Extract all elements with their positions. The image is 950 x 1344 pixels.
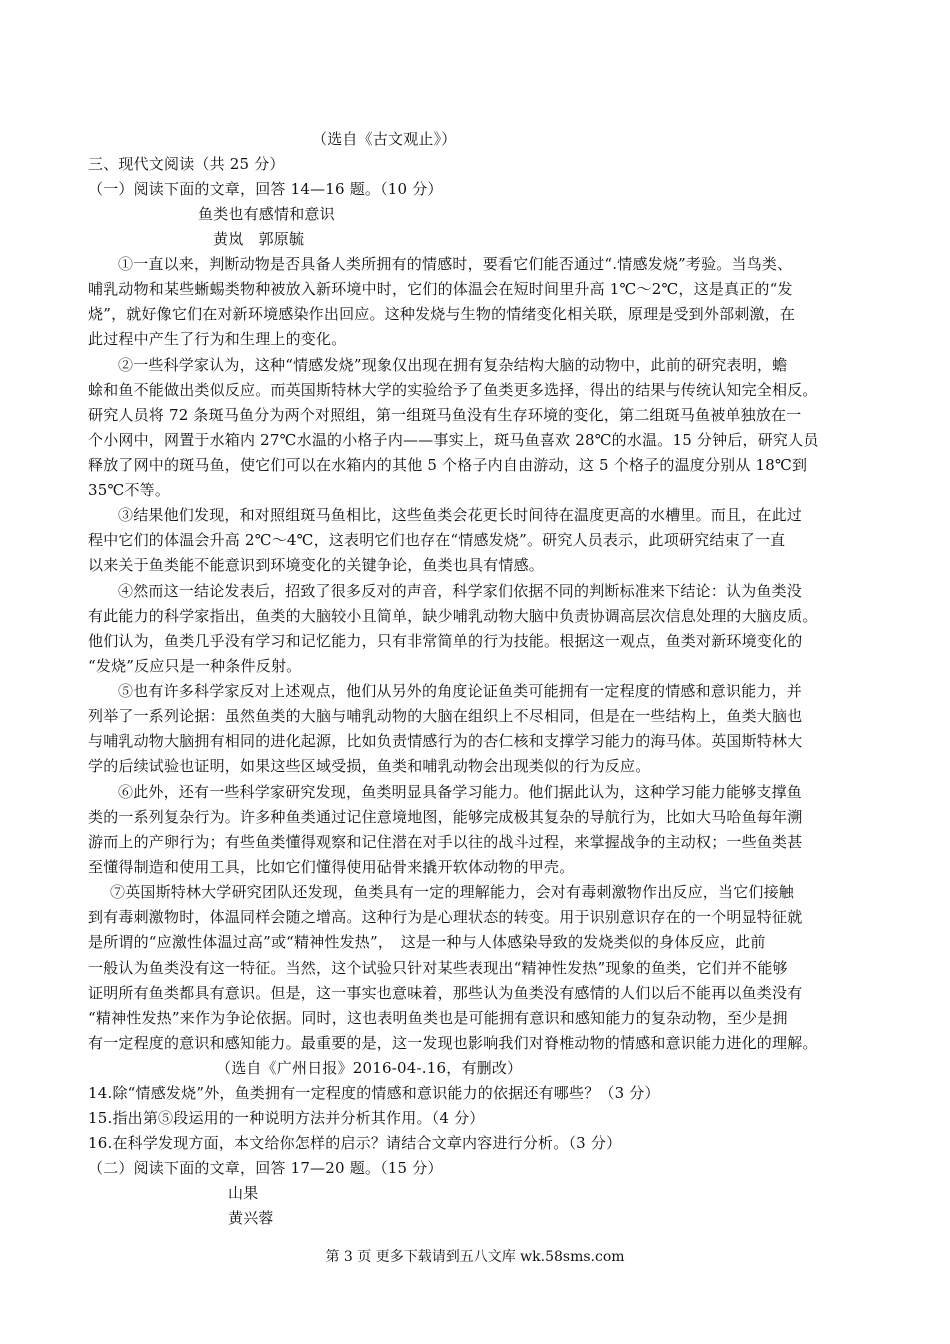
article-line: 蜍和鱼不能做出类似反应。而英国斯特林大学的实验给予了鱼类更多选择，得出的结果与传统认知完全相反。 xyxy=(88,381,818,399)
article-line: 烧”，就好像它们在对新环境感染作出回应。这种发烧与生物的情绪变化相关联，原理是受到外部刺激，在 xyxy=(88,305,796,323)
article-line: 列举了一系列论据：虽然鱼类的大脑与哺乳动物的大脑在组织上不尽相同，但是在一些结构上，鱼类大脑也 xyxy=(88,707,803,725)
article-line: 到有毒刺激物时，体温同样会随之增高。这种行为是心理状态的转变。用于识别意识存在的一个明显特征就 xyxy=(88,908,803,926)
article-line: 至懂得制造和使用工具，比如它们懂得使用砧骨来撬开软体动物的甲壳。 xyxy=(88,858,575,876)
article-line: 类的一系列复杂行为。许多种鱼类通过记住意境地图，能够完成极其复杂的导航行为，比如大马哈鱼每年溯 xyxy=(88,808,803,826)
article-line: 有此能力的科学家指出，鱼类的大脑较小且简单，缺少哺乳动物大脑中负责协调高层次信息处理的大脑皮质。 xyxy=(88,607,818,625)
article-line: ⑤也有许多科学家反对上述观点，他们从另外的角度论证鱼类可能拥有一定程度的情感和意识能力，并 xyxy=(118,682,803,700)
article-line: 程中它们的体温会升高 2℃～4℃，这表明它们也存在“情感发烧”。研究人员表示，此项研究结束了一直 xyxy=(88,531,786,549)
question-16: 16.在科学发现方面，本文给你怎样的启示？请结合文章内容进行分析。（3 分） xyxy=(88,1134,622,1152)
article-source: （选自《广州日报》2016-04-.16，有删改） xyxy=(216,1059,523,1077)
article-line: 证明所有鱼类都具有意识。但是，这一事实也意味着，那些认为鱼类没有感情的人们以后不能再以鱼类没有 xyxy=(88,984,803,1002)
article-line: 个小网中，网置于水箱内 27℃水温的小格子内——事实上，斑马鱼喜欢 28℃的水温。15 分钟后，研究人员 xyxy=(88,431,819,449)
article-line: 他们认为，鱼类几乎没有学习和记忆能力，只有非常简单的行为技能。根据这一观点，鱼类对新环境变化的 xyxy=(88,632,803,650)
article-line: 游而上的产卵行为；有些鱼类懂得观察和记住潜在对手以往的战斗过程，来掌握战争的主动权；一些鱼类甚 xyxy=(88,833,803,851)
article-line: 与哺乳动物大脑拥有相同的进化起源，比如负责情感行为的杏仁核和支撑学习能力的海马体。英国斯特林大 xyxy=(88,732,803,750)
article-line: ①一直以来，判断动物是否具备人类所拥有的情感时，要看它们能否通过“.情感发烧”考验。当鸟类、 xyxy=(118,255,793,273)
article-line: 哺乳动物和某些蜥蜴类物种被放入新环境中时，它们的体温会在短时间里升高 1℃～2℃，这是真正的“发 xyxy=(88,280,793,298)
question-14: 14.除“情感发烧”外，鱼类拥有一定程度的情感和意识能力的依据还有哪些？（3 分） xyxy=(88,1084,660,1102)
article-line: “发烧”反应只是一种条件反射。 xyxy=(88,657,302,675)
article-line: “精神性发热”来作为争论依据。同时，这也表明鱼类也是可能拥有意识和感知能力的复杂动物，至少是拥 xyxy=(88,1009,788,1027)
article-authors: 黄岚 郭原毓 xyxy=(213,230,305,248)
article-line: 此过程中产生了行为和生理上的变化。 xyxy=(88,330,347,348)
article-line: 以来关于鱼类能不能意识到环境变化的关键争论，鱼类也具有情感。 xyxy=(88,556,545,574)
article-line: 释放了网中的斑马鱼，使它们可以在水箱内的其他 5 个格子内自由游动，这 5 个格子的温度分别从 18℃到 xyxy=(88,456,808,474)
article-line: 学的后续试验也证明，如果这些区域受损，鱼类和哺乳动物会出现类似的行为反应。 xyxy=(88,757,651,775)
article-line: ②一些科学家认为，这种“情感发烧”现象仅出现在拥有复杂结构大脑的动物中，此前的研究表明，蟾 xyxy=(118,356,788,374)
article-line: 35℃不等。 xyxy=(88,481,171,499)
article-line: ⑥此外，还有一些科学家研究发现，鱼类明显具备学习能力。他们据此认为，这种学习能力能够支撑鱼 xyxy=(118,783,803,801)
article-line: ④然而这一结论发表后，招致了很多反对的声音，科学家们依据不同的判断标准来下结论：认为鱼类没 xyxy=(118,582,803,600)
page-footer: 第 3 页 更多下载请到五八文库 wk.58sms.com xyxy=(325,1249,625,1265)
article-line: 一般认为鱼类没有这一特征。当然，这个试验只针对某些表现出“精神性发热”现象的鱼类，它们并不能够 xyxy=(88,959,788,977)
story-title: 山果 xyxy=(228,1184,259,1202)
section-title: 三、现代文阅读（共 25 分） xyxy=(88,155,285,173)
question-15: 15.指出第⑤段运用的一种说明方法并分析其作用。（4 分） xyxy=(88,1109,485,1127)
part2-intro: （二）阅读下面的文章，回答 17—20 题。（15 分） xyxy=(88,1159,443,1177)
story-author: 黄兴蓉 xyxy=(228,1209,274,1227)
article-title: 鱼类也有感情和意识 xyxy=(198,205,335,223)
previous-text-source: （选自《古文观止》） xyxy=(312,130,457,148)
part1-intro: （一）阅读下面的文章，回答 14—16 题。（10 分） xyxy=(88,180,443,198)
article-line: ⑦英国斯特林大学研究团队还发现，鱼类具有一定的理解能力，会对有毒刺激物作出反应，当它们接触 xyxy=(110,883,795,901)
article-line: 有一定程度的意识和感知能力。最重要的是，这一发现也影响我们对脊椎动物的情感和意识能力进化的理解。 xyxy=(88,1034,818,1052)
article-line: 研究人员将 72 条斑马鱼分为两个对照组，第一组斑马鱼没有生存环境的变化，第二组斑马鱼被单独放在一 xyxy=(88,406,802,424)
article-line: ③结果他们发现，和对照组斑马鱼相比，这些鱼类会花更长时间待在温度更高的水槽里。而且，在此过 xyxy=(118,506,803,524)
article-line: 是所谓的“应激性体温过高”或“精神性发热”， 这是一种与人体感染导致的发烧类似的身体反应，此前 xyxy=(88,933,766,951)
